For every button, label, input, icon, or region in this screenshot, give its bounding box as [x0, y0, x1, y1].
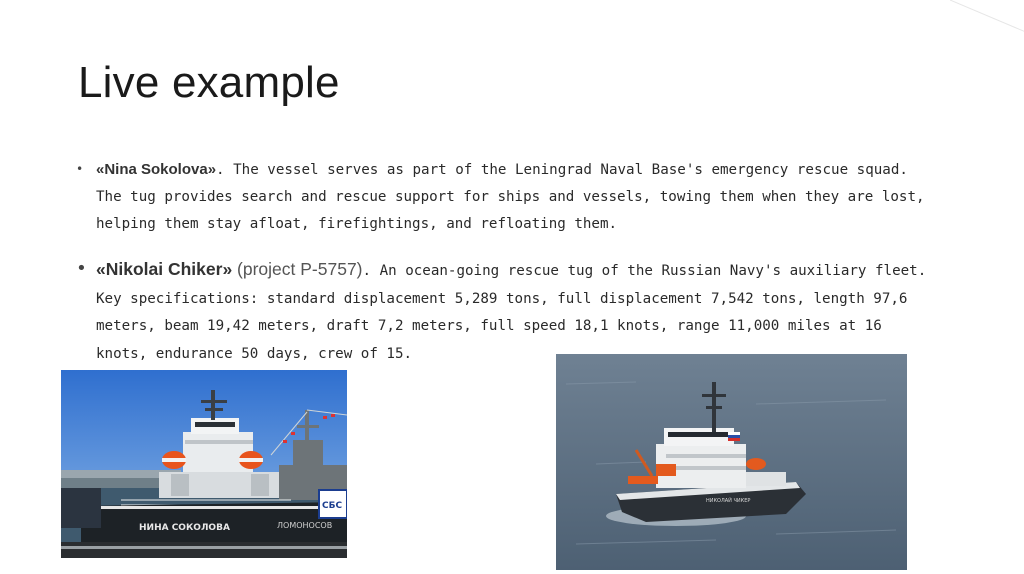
second-ship-name-text: ЛОМОНОСОВ — [277, 521, 333, 530]
bullet-list — [72, 156, 932, 368]
bullet-nina-sokolova — [72, 156, 932, 238]
hull-name-text: НИНА СОКОЛОВА — [139, 523, 230, 533]
sign-text: СБС — [322, 501, 343, 511]
vessel-description: . The vessel serves as part of the Leningrad Naval Base's emergency rescue squad. The tug provides search and rescue support for ships and vessels, towing them when they are lost, helping them stay afloat, firefightings, and refloating them. — [96, 162, 925, 232]
hull-name-text: НИКОЛАЙ ЧИКЕР — [706, 498, 751, 504]
bullet-dot-icon: • — [76, 258, 87, 279]
photo-nina-sokolova — [61, 370, 347, 558]
vessel-description: . An ocean-going rescue tug of the Russian Navy's auxiliary fleet. Key specifications: standard displacement 5,289 tons, full displacement 7,542 tons, length 97,6 meters, beam 19,42 meters, draft 7,2 meters, full speed 18,1 knots, range 11,000 miles at 16 knots, endurance 50 days, crew of 15. — [96, 263, 927, 362]
vessel-project: (project P-5757) — [232, 259, 363, 279]
slide-title: Live example — [78, 58, 340, 107]
photo-nikolai-chiker — [556, 354, 907, 570]
vessel-name: «Nikolai Chiker» — [96, 259, 233, 279]
vessel-name: «Nina Sokolova» — [96, 161, 217, 178]
bullet-nikolai-chiker — [72, 256, 932, 368]
bullet-dot-icon: • — [76, 162, 84, 176]
corner-decoration — [950, 0, 1024, 40]
